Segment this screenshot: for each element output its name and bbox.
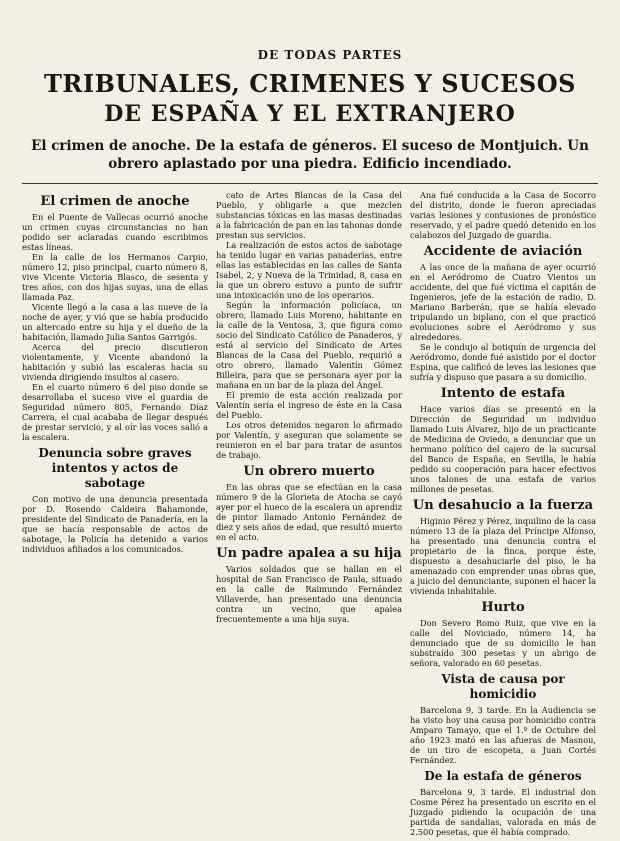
subhead-obrero: Un obrero muerto (243, 464, 375, 480)
paragraph: Ana fué conducida a la Casa de Socorro del distrito, donde le fueron apreciadas varias lesiones y contusiones de pronóstico reservado, y el padre quedó detenido en los calabozos del Juzgado de guardia. (410, 190, 596, 241)
subhead-crimen: El crimen de anoche (40, 194, 190, 210)
paragraph: Varios soldados que se hallan en el hospital de San Francisco de Paula, situado en la calle de Raimundo Fernández Villaverde, han presentado una denuncia contra un vecino, que apalea frecuentemente a una hija suya. (216, 564, 402, 625)
paragraph: En la calle de los Hermanos Carpio, número 12, piso principal, cuarto número 8, vive Vicente Victoria Blasco, de sesenta y tres años, con dos hijas suyas, una de ellas llamada Paz. (22, 252, 208, 303)
subhead-padre: Un padre apalea a su hija (216, 546, 402, 562)
column-2 (216, 190, 402, 837)
headline-line-1: TRIBUNALES, CRIMENES Y SUCESOS (44, 69, 576, 98)
paragraph: En las obras que se efectúan en la casa número 9 de la Glorieta de Atocha se cayó ayer por el hueco de la escalera un aprendiz de pintor llamado Antonio Fernández de diez y seis años de edad, que resultó muerto en el acto. (216, 482, 402, 543)
paragraph: Con motivo de una denuncia presentada por D. Rosendo Caldeira Bahamonde, presidente del Sindicato de Panadería, en la que se hacía responsable de actos de sabotage, la Policía ha detenido a varios individuos afiliados a los comunicados. (22, 494, 208, 555)
paragraph: Se le condujo al botiquín de urgencia del Aeródromo, donde fué asistido por el doctor Espina, que calificó de leves las lesiones que sufría y dispuso que pasara a su domicilio. (410, 342, 596, 383)
subhead-desahucio: Un desahucio a la fuerza (412, 498, 594, 514)
subhead-denuncia: Denuncia sobre graves intentos y actos de sabotage (38, 446, 192, 491)
paragraph: La realización de estos actos de sabotage ha tenido lugar en varias panaderías, entre ellas las establecidas en las calles de Santa Isabel, 2, y Nueva de la Trinidad, 8, casa en la que un obrero estuvo a punto de sufrir una intoxicación uno de los operarios. (216, 240, 402, 301)
paragraph: Barcelona 9, 3 tarde. En la Audiencia se ha visto hoy una causa por homicidio contra Amparo Tamayo, que el 1.º de Octubre del año 1923 mató en las afueras de Masnou, de un tiro de escopeta, a Juan Cortés Fernández. (410, 705, 596, 766)
section-label: DE TODAS PARTES (257, 48, 403, 62)
paragraph: Don Severo Romo Ruiz, que vive en la calle del Noviciado, número 14, ha denunciado que de su domicilio le han substraído 300 pesetas y un abrigo de señora, valorado en 60 pesetas. (410, 618, 596, 669)
paragraph: El premio de esta acción realizada por Valentín sería el ingreso de éste en la Casa del Pueblo. (216, 390, 402, 421)
paragraph: Barcelona 9, 3 tarde. El industrial don Cosme Pérez ha presentado un escrito en el Juzgado pidiendo la ocupación de una partida de sandalias, valorada en más de 2.500 pesetas, que él había comprado. (410, 787, 596, 838)
column-3 (410, 190, 596, 837)
paragraph: Según la información policíaca, un obrero, llamado Luis Moreno, habitante en la calle de la Ventosa, 3, que figura como socio del Sindicato Católico de Panaderos, y está al servicio del Sindicato de Artes Blancas de la Casa del Pueblo, requirió a otro obrero, llamado Valentín Gómez Billeira, para que se personara ayer por la mañana en un bar de la plaza del Ángel. (216, 300, 402, 391)
paragraph: Vicente llegó a la casa a las nueve de la noche de ayer, y vió que se había producido un altercado entre su hija y el dueño de la habitación, llamado Julia Santos Garrigós. (22, 302, 208, 343)
paragraph: Hace varios días se presentó en la Dirección de Seguridad un individuo llamado Luis Álvarez, hijo de un practicante de Medicina de Oviedo, a denunciar que un hermano político del cajero de la sucursal del Banco de España, en Sevilla, le había pedido su cooperación para hacer efectivos unos talones de una estafa de varios millones de pesetas. (410, 404, 596, 495)
subhead-estafa: Intento de estafa (440, 386, 566, 402)
column-1 (22, 190, 208, 837)
paragraph: Los otros detenidos negaron lo afirmado por Valentín, y aseguran que solamente se reunieron en el bar para tratar de asuntos de trabajo. (216, 420, 402, 461)
subhead-generos: De la estafa de géneros (424, 769, 582, 784)
paragraph: En el Puente de Vallecas ocurrió anoche un crimen cuyas circunstancias no han podido ser aclaradas cuando escribimos estas líneas. (22, 212, 208, 253)
paragraph: A las once de la mañana de ayer ocurrió en el Aeródromo de Cuatro Vientos un accidente, del que fué víctima el capitán de Ingenieros, jefe de la estación de radio, D. Mariano Barberán, que se había elevado tripulando un biplano, con el que practicó evoluciones sobre el Aeródromo y sus alrededores. (410, 262, 596, 343)
subhead-homicidio: Vista de causa por homicidio (441, 672, 565, 702)
article-columns (22, 190, 598, 837)
subhead-aviacion: Accidente de aviación (423, 244, 583, 260)
paragraph: Acerca del precio discutieron violentamente, y Vicente abandonó la habitación y subió las escaleras hacia su vivienda dirigiendo insultos al casero. (22, 342, 208, 383)
headline-deck: El crimen de anoche. De la estafa de géneros. El suceso de Montjuich. Un obrero aplastado por una piedra. Edificio incendiado. (31, 137, 589, 173)
headline-line-2: DE ESPAÑA Y EL EXTRANJERO (104, 100, 516, 127)
paragraph: En el cuarto número 6 del piso donde se desarrollaba el suceso vive el guardia de Seguridad número 805, Fernando Díaz Carrera, el cual acababa de llegar después de prestar servicio, y al oír las voces salió a la escalera. (22, 382, 208, 443)
paragraph: cato de Artes Blancas de la Casa del Pueblo, y obligarle a que mezclen substancias tóxicas en las masas destinadas a la fabricación de pan en las tahonas donde prestan sus servicios. (216, 190, 402, 241)
paragraph: Higinio Pérez y Pérez, inquilino de la casa número 13 de la plaza del Príncipe Alfonso, ha presentado una denuncia contra el propietario de la finca, porque éste, dispuesto a desahuciarle del piso, le ha amenazado con emprender unas obras que, a juicio del denunciante, suponen el hacer la vivienda inhabitable. (410, 516, 596, 597)
divider (22, 183, 598, 184)
subhead-hurto: Hurto (481, 600, 525, 616)
